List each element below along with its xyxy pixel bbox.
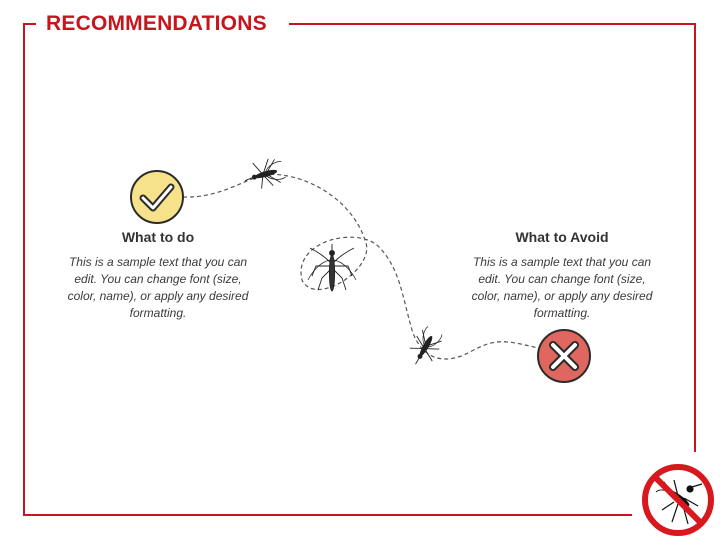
what-to-do-text: This is a sample text that you can edit. You can change font (size, color, name), or apply any desired formatting. (67, 255, 249, 320)
what-to-avoid-heading: What to Avoid (515, 229, 609, 245)
cross-icon (536, 328, 592, 384)
what-to-do-section (63, 228, 253, 322)
page-title: RECOMMENDATIONS (42, 9, 271, 39)
mosquito-icon (241, 156, 287, 192)
mosquito-icon (308, 244, 356, 291)
what-to-avoid-text: This is a sample text that you can edit. You can change font (size, color, name), or apply any desired formatting. (471, 255, 653, 320)
what-to-avoid-section (467, 228, 657, 322)
what-to-do-heading: What to do (121, 229, 195, 245)
check-icon (129, 169, 185, 225)
mosquito-icon (404, 324, 446, 371)
no-mosquito-icon (640, 462, 716, 538)
